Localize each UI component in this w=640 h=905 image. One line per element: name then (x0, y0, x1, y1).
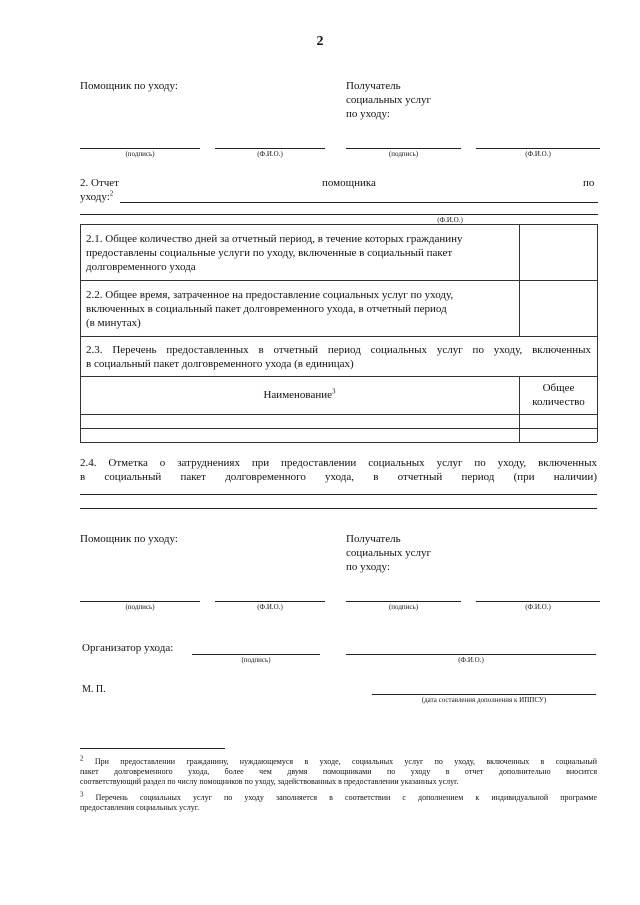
signature-caption: (подпись) (125, 603, 155, 611)
row-text-line: долговременного ухода (86, 261, 196, 273)
recipient-label-line: социальных услуг (346, 547, 432, 559)
fio-caption: (Ф.И.О.) (257, 603, 283, 611)
difficulties-line[interactable] (80, 494, 597, 495)
service-qty-cell[interactable] (520, 429, 596, 441)
footnote-line: предоставления социальных услуг. (80, 803, 200, 812)
signature-line[interactable] (80, 601, 200, 602)
signature-line[interactable] (346, 148, 461, 149)
recipient-label-line: по уходу: (346, 561, 390, 573)
table-border (80, 224, 81, 442)
footnote-separator (80, 748, 225, 749)
signature-line[interactable] (80, 148, 200, 149)
signature-caption: (подпись) (241, 656, 271, 664)
footnote-3 (80, 790, 598, 813)
organizer-fio-line[interactable] (346, 654, 596, 655)
assistant-name-line[interactable] (120, 202, 598, 203)
report-heading-part: помощника (322, 177, 376, 189)
footnote-line: соответствующий раздел по числу помощников по уходу, задействованных в предоставлении указанных услуг. (80, 777, 459, 786)
footnote-mark: 3 (80, 790, 84, 799)
fio-line[interactable] (215, 148, 325, 149)
fio-line[interactable] (476, 601, 600, 602)
row-text-line: в социальный пакет долговременного ухода (в единицах) (86, 358, 354, 370)
row-text-line: 2.2. Общее время, затраченное на предоставление социальных услуг по уходу, (86, 289, 454, 301)
date-line[interactable] (372, 694, 596, 695)
fio-line[interactable] (215, 601, 325, 602)
service-qty-cell[interactable] (520, 415, 596, 427)
service-name-cell[interactable] (81, 429, 518, 441)
difficulties-text-line: в социальный пакет долговременного ухода, в отчетный период (при наличии) (80, 471, 597, 483)
report-heading-part: по (583, 177, 595, 189)
signature-caption: (подпись) (388, 150, 419, 158)
column-header-name: Наименование$^3$ (263, 387, 336, 401)
report-heading-line2: уходу:$^2$ (80, 189, 114, 203)
footnote-2 (80, 754, 598, 787)
footnote-line: пакет долговременного ухода, более чем двумя помощниками по уходу в отчет дополнительно вносится (80, 767, 597, 776)
signature-caption: (подпись) (388, 603, 419, 611)
table-border (80, 442, 597, 443)
row-text-line: (в минутах) (86, 317, 141, 329)
assistant-label: Помощник по уходу: (80, 533, 178, 545)
recipient-label-line: Получатель (346, 533, 401, 545)
fio-caption: (Ф.И.О.) (525, 603, 551, 611)
difficulties-line[interactable] (80, 508, 597, 509)
footnote-line: $^2$ При предоставлении гражданину, нуждающемуся в уходе, социальных услуг по уходу, включенных в социальный (80, 754, 598, 766)
fio-caption: (Ф.И.О.) (458, 656, 484, 664)
service-name-cell[interactable] (81, 415, 518, 427)
table-border (80, 336, 597, 337)
row-text-line: 2.1. Общее количество дней за отчетный период, в течение которых гражданину (86, 233, 463, 245)
fio-caption: (Ф.И.О.) (257, 150, 283, 158)
recipient-label-line: социальных услуг (346, 94, 432, 106)
minutes-count-cell[interactable] (520, 281, 596, 335)
footnote-ref: 3 (332, 387, 336, 396)
difficulties-text-line: 2.4. Отметка о затруднениях при предоставлении социальных услуг по уходу, включенных (80, 457, 597, 469)
row-text-line: предоставлены социальные услуги по уходу, включенные в социальный пакет (86, 247, 453, 259)
organizer-label: Организатор ухода: (82, 642, 174, 654)
signature-caption: (подпись) (125, 150, 155, 158)
fio-line[interactable] (476, 148, 600, 149)
report-heading-part: 2. Отчет (80, 177, 119, 189)
table-border (597, 224, 598, 442)
column-header-qty: количество (532, 396, 585, 408)
footnote-line: $^3$ Перечень социальных услуг по уходу заполняется в соответствии с дополнением к индивидуальной программе (80, 790, 598, 802)
column-header-qty: Общее (542, 382, 575, 394)
mp-label: М. П. (82, 684, 106, 695)
organizer-signature-line[interactable] (192, 654, 320, 655)
date-caption: (дата составления дополнения к ИППСУ) (421, 696, 547, 704)
days-count-cell[interactable] (520, 225, 596, 279)
page-number: 2 (316, 34, 324, 49)
fio-caption: (Ф.И.О.) (437, 216, 463, 224)
footnote-mark: 2 (80, 754, 84, 763)
signature-line[interactable] (346, 601, 461, 602)
recipient-label-line: по уходу: (346, 108, 390, 120)
fio-caption: (Ф.И.О.) (525, 150, 551, 158)
row-text-line: включенных в социальный пакет долговременного ухода, в отчетный период (86, 303, 447, 315)
footnote-ref: 2 (109, 189, 114, 198)
assistant-label: Помощник по уходу: (80, 80, 178, 92)
assistant-name-line[interactable] (80, 214, 598, 215)
row-text-line: 2.3. Перечень предоставленных в отчетный период социальных услуг по уходу, включенных (86, 344, 591, 356)
recipient-label-line: Получатель (346, 80, 401, 92)
